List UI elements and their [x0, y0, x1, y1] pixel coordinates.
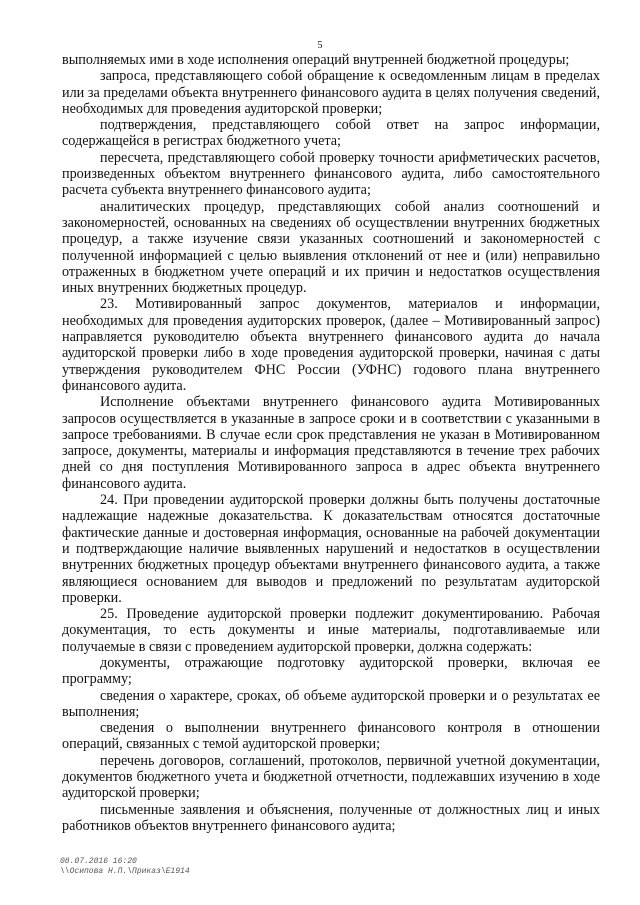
footer-timestamp: 08.07.2016 16:20 [60, 857, 137, 866]
document-body [62, 52, 600, 834]
paragraph: Исполнение объектами внутреннего финансового аудита Мотивированных запросов осуществляется в указанные в запросе сроки и в соответствии с указанными в запросе требованиями. В случае если срок представления не указан в Мотивированном запросе, документы, материалы и информация представляются в течение трех рабочих дней со дня поступления Мотивированного запроса в адрес объекта внутреннего финансового аудита. [62, 394, 600, 492]
paragraph: сведения о характере, сроках, об объеме аудиторской проверки и о результатах ее выполнения; [62, 687, 600, 720]
footer-file-path: \\Осипова Н.П.\Приказ\E1914 [60, 867, 190, 876]
paragraph: выполняемых ими в ходе исполнения операций внутренней бюджетной процедуры; [62, 52, 570, 68]
paragraph: сведения о выполнении внутреннего финансового контроля в отношении операций, связанных с темой аудиторской проверки; [62, 720, 600, 753]
paragraph-clause-25: 25. Проведение аудиторской проверки подлежит документированию. Рабочая документация, то есть документы и иные материалы, подготавливаемые или получаемые в связи с проведением аудиторской проверки, должна содержать: [62, 606, 600, 655]
paragraph: письменные заявления и объяснения, полученные от должностных лиц и иных работников объектов внутреннего финансового аудита; [62, 801, 600, 834]
paragraph: аналитических процедур, представляющих собой анализ соотношений и закономерностей, основанных на сведениях об осуществлении внутренних бюджетных процедур, а также изучение связи указанных соотношений и закономерностей с полученной информацией с целью выявления отклонений от нее и (или) неправильно отраженных в бюджетном учете операций и их причин и недостатков осуществления иных внутренних бюджетных процедур. [62, 198, 600, 297]
paragraph: запроса, представляющего собой обращение к осведомленным лицам в пределах или за пределами объекта внутреннего финансового аудита в целях получения сведений, необходимых для проведения аудиторской проверки; [62, 68, 600, 117]
paragraph-clause-24: 24. При проведении аудиторской проверки должны быть получены достаточные надлежащие надежные доказательства. К доказательствам относятся достаточные фактические данные и достоверная информация, основанные на рабочей документации и подтверждающие наличие выявленных нарушений и недостатков в осуществлении внутренних бюджетных процедур объектами внутреннего финансового аудита, а также являющиеся основанием для выводов и предложений по результатам аудиторской проверки. [62, 492, 600, 606]
file-footer [60, 857, 190, 877]
paragraph: перечень договоров, соглашений, протоколов, первичной учетной документации, документов бюджетного учета и бюджетной отчетности, подлежавших изучению в ходе аудиторской проверки; [62, 752, 600, 802]
paragraph: подтверждения, представляющего собой ответ на запрос информации, содержащейся в регистрах бюджетного учета; [62, 117, 600, 150]
paragraph: пересчета, представляющего собой проверку точности арифметических расчетов, произведенных объектом внутреннего финансового аудита, либо самостоятельного расчета субъекта внутреннего финансового аудита; [62, 149, 600, 199]
page-number: 5 [317, 40, 323, 51]
paragraph-clause-23: 23. Мотивированный запрос документов, материалов и информации, необходимых для проведения аудиторских проверок, (далее – Мотивированный запрос) направляется руководителю объекта внутреннего финансового аудита до начала аудиторской проверки либо в ходе проведения аудиторской проверки, начиная с даты утверждения руководителем ФНС России (УФНС) годового плана внутреннего финансового аудита. [62, 296, 600, 394]
paragraph: документы, отражающие подготовку аудиторской проверки, включая ее программу; [62, 654, 600, 688]
